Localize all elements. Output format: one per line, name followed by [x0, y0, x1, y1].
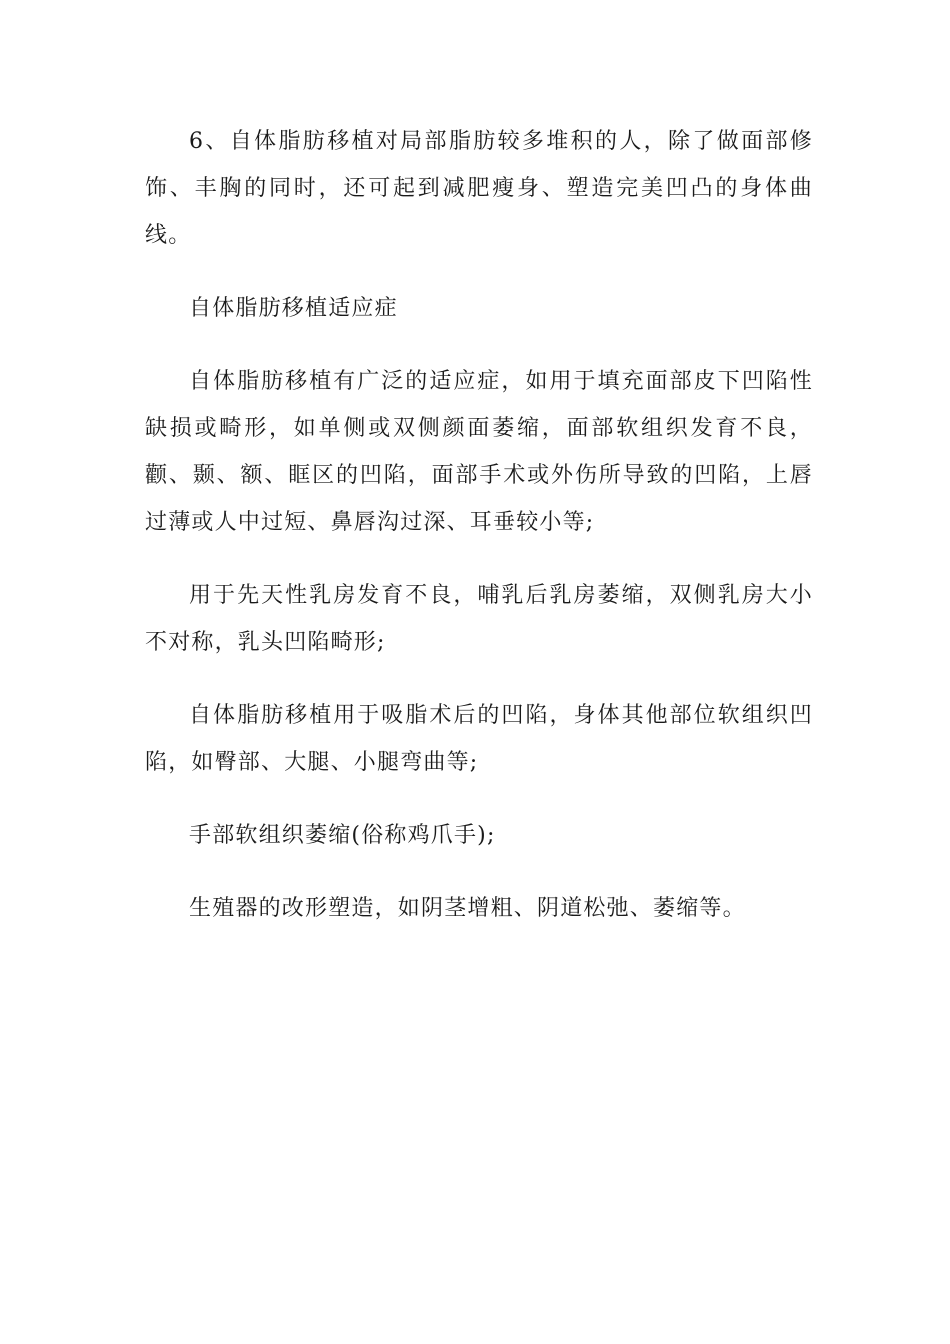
- paragraph-breast-indications: 用于先天性乳房发育不良，哺乳后乳房萎缩，双侧乳房大小不对称，乳头凹陷畸形;: [145, 583, 813, 655]
- paragraph-body-indications: 自体脂肪移植用于吸脂术后的凹陷，身体其他部位软组织凹陷，如臀部、大腿、小腿弯曲等;: [145, 703, 813, 775]
- paragraph-hand-indications: 手部软组织萎缩(俗称鸡爪手);: [189, 823, 496, 848]
- paragraph-fat-graft-benefit: 6、自体脂肪移植对局部脂肪较多堆积的人，除了做面部修饰、丰胸的同时，还可起到减肥瘦身、塑造完美凹凸的身体曲线。: [145, 129, 813, 248]
- document-body: [145, 118, 813, 958]
- section-heading-indications: 自体脂肪移植适应症: [189, 296, 398, 321]
- paragraph-facial-indications: 自体脂肪移植有广泛的适应症，如用于填充面部皮下凹陷性缺损或畸形，如单侧或双侧颜面萎缩，面部软组织发育不良，颧、颞、额、眶区的凹陷，面部手术或外伤所导致的凹陷，上唇过薄或人中过短、鼻唇沟过深、耳垂较小等;: [145, 369, 813, 535]
- paragraph-genital-indications: 生殖器的改形塑造，如阴茎增粗、阴道松弛、萎缩等。: [189, 896, 746, 921]
